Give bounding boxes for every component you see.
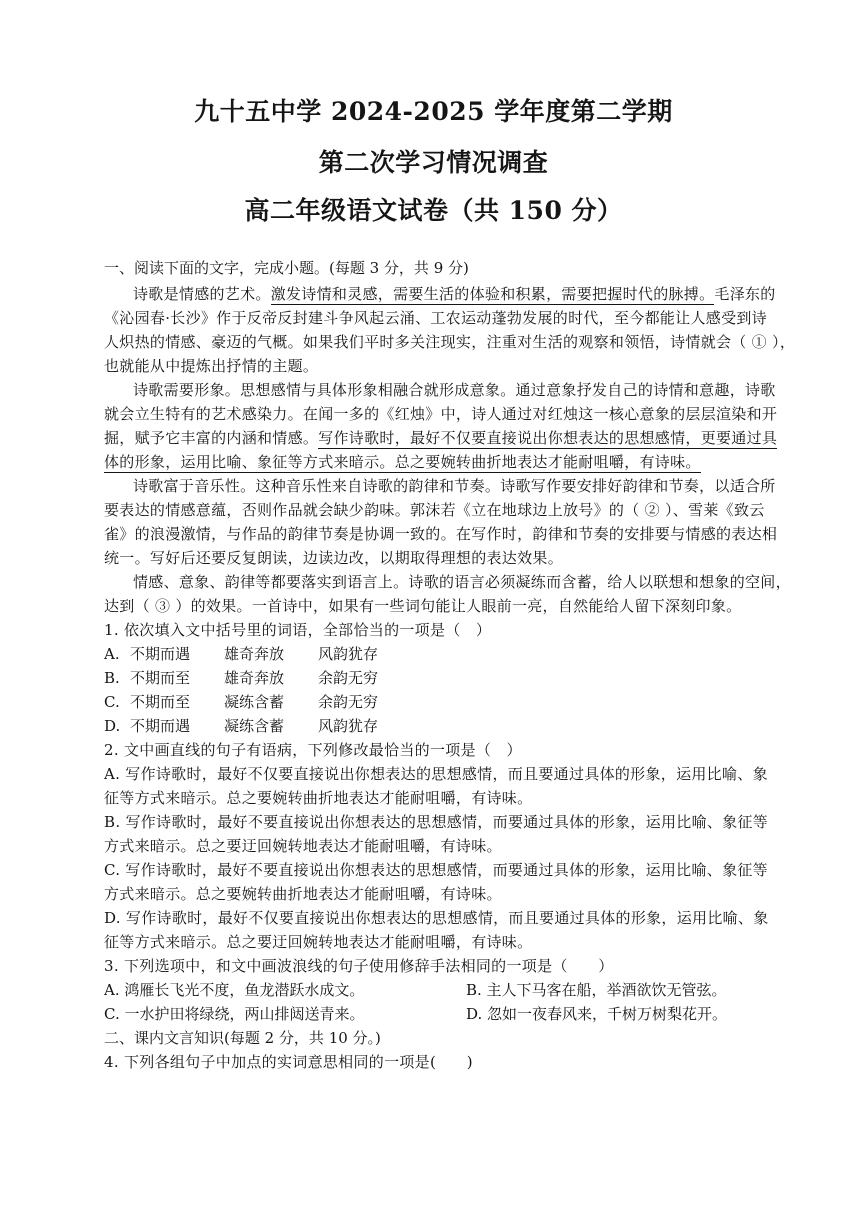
passage-para4-line1: 情感、意象、韵律等都要落实到语言上。诗歌的语言必须凝练而含蓄，给人以联想和想象的空间， <box>133 573 791 591</box>
passage-para3-line2: 要表达的情感意蕴，否则作品就会缺少韵味。郭沫若《立在地球边上放号》的（ ② ）、雪莱《致云 <box>104 501 765 519</box>
passage-para1-line4: 也就能从中提炼出抒情的主题。 <box>104 357 319 375</box>
question-1-option-c <box>104 691 378 712</box>
question-2-option-b-line1: B. 写作诗歌时，最好不要直接说出你想表达的思想感情，而要通过具体的形象，运用比喻、象征等 <box>104 813 769 831</box>
question-2-option-a-line1: A. 写作诗歌时，最好不仅要直接说出你想表达的思想感情，而且要通过具体的形象，运用比喻、象 <box>104 765 768 783</box>
section2-heading: 二、课内文言知识(每题 2 分，共 10 分。) <box>104 1029 381 1047</box>
option-letter: C. <box>104 693 120 711</box>
question-2-option-b-line2: 方式来暗示。总之要迂回婉转地表达才能耐咀嚼，有诗味。 <box>104 837 502 855</box>
passage-para3-line3: 雀》的浪漫激情，与作品的韵律节奏是协调一致的。在写作时，韵律和节奏的安排要与情感的表达相 <box>104 525 778 543</box>
passage-para1-line1 <box>133 283 776 304</box>
option-word: 不期而至 <box>130 669 191 687</box>
question-2-option-d-line1: D. 写作诗歌时，最好不仅要直接说出你想表达的思想感情，而且要通过具体的形象，运用比喻、象 <box>104 909 769 927</box>
passage-para2-line3 <box>104 427 777 448</box>
question-2-option-a-line2: 征等方式来暗示。总之要婉转曲折地表达才能耐咀嚼，有诗味。 <box>104 789 533 807</box>
passage-para4-line2: 达到（ ③ ）的效果。一首诗中，如果有一些词句能让人眼前一亮，自然能给人留下深刻印象。 <box>104 597 742 615</box>
question-3-stem: 3. 下列选项中，和文中画波浪线的句子使用修辞手法相同的一项是（ ） <box>104 957 614 975</box>
option-word: 雄奇奔放 <box>224 669 285 687</box>
option-word: 不期而遇 <box>130 717 191 735</box>
underlined-sentence: 激发诗情和灵感，需要生活的体验和积累，需要把握时代的脉搏。 <box>270 285 715 303</box>
para2-text: 掘，赋予它丰富的内涵和情感。 <box>104 429 319 447</box>
option-word: 凝练含蓄 <box>224 717 285 735</box>
option-word: 雄奇奔放 <box>224 645 285 663</box>
passage-para2-line2: 就会立生特有的艺术感染力。在闻一多的《红烛》中，诗人通过对红烛这一核心意象的层层渲染和开 <box>104 405 778 423</box>
underlined-sentence: 写作诗歌时，最好不仅要直接说出你想表达的思想感情，更要通过具 <box>318 429 778 447</box>
question-1-stem: 1. 依次填入文中括号里的词语，全部恰当的一项是（ ） <box>104 621 492 639</box>
section1-heading: 一、阅读下面的文字，完成小题。(每题 3 分，共 9 分) <box>104 259 469 277</box>
paper-title: 高二年级语文试卷（共 150 分） <box>244 196 623 225</box>
option-word: 风韵犹存 <box>318 645 379 663</box>
option-word: 不期而遇 <box>130 645 191 663</box>
passage-para2-line4 <box>104 451 701 472</box>
passage-para1-line3: 人炽热的情感、豪迈的气概。如果我们平时多关注现实，注重对生活的观察和领悟，诗情就会（ ① ）， <box>104 333 796 351</box>
question-3-option-d: D. 忽如一夜春风来，千树万树梨花开。 <box>466 1005 728 1023</box>
option-letter: B. <box>104 669 120 687</box>
para1-text: 诗歌是情感的艺术。 <box>133 285 271 303</box>
question-1-option-b <box>104 667 378 688</box>
passage-para1-line2: 《沁园春·长沙》作于反帝反封建斗争风起云涌、工农运动蓬勃发展的时代，至今都能让人感受到诗 <box>104 309 767 327</box>
question-3-option-b: B. 主人下马客在船，举酒欲饮无管弦。 <box>466 981 727 999</box>
question-2-option-c-line1: C. 写作诗歌时，最好不要直接说出你想表达的思想感情，而要通过具体的形象，运用比喻、象征等 <box>104 861 768 879</box>
option-word: 不期而至 <box>130 693 191 711</box>
para1-text: 毛泽东的 <box>714 285 776 303</box>
option-letter: A. <box>104 645 120 663</box>
option-word: 余韵无穷 <box>318 669 379 687</box>
option-letter: D. <box>104 717 121 735</box>
passage-para2-line1: 诗歌需要形象。思想感情与具体形象相融合就形成意象。通过意象抒发自己的诗情和意趣，诗歌 <box>133 381 776 399</box>
question-1-option-a <box>104 643 378 664</box>
question-1-option-d <box>104 715 378 736</box>
passage-para3-line1: 诗歌富于音乐性。这种音乐性来自诗歌的韵律和节奏。诗歌写作要安排好韵律和节奏，以适合所 <box>133 477 776 495</box>
option-word: 余韵无穷 <box>318 693 379 711</box>
survey-title: 第二次学习情况调查 <box>318 148 549 177</box>
school-title: 九十五中学 2024-2025 学年度第二学期 <box>194 97 673 126</box>
passage-para3-line4: 统一。写好后还要反复朗读，边读边改，以期取得理想的表达效果。 <box>104 549 564 567</box>
question-2-stem: 2. 文中画直线的句子有语病，下列修改最恰当的一项是（ ） <box>104 741 522 759</box>
question-2-option-c-line2: 方式来暗示。总之要婉转曲折地表达才能耐咀嚼，有诗味。 <box>104 885 502 903</box>
option-word: 凝练含蓄 <box>224 693 285 711</box>
question-3-option-c: C. 一水护田将绿绕，两山排闼送青来。 <box>104 1005 365 1023</box>
question-3-option-a: A. 鸿雁长飞光不度，鱼龙潜跃水成文。 <box>104 981 365 999</box>
underlined-sentence: 体的形象，运用比喻、象征等方式来暗示。总之要婉转曲折地表达才能耐咀嚼，有诗味。 <box>104 453 701 471</box>
option-word: 风韵犹存 <box>318 717 379 735</box>
question-4-stem: 4. 下列各组句子中加点的实词意思相同的一项是( ) <box>104 1053 473 1071</box>
question-2-option-d-line2: 征等方式来暗示。总之要迂回婉转地表达才能耐咀嚼，有诗味。 <box>104 933 533 951</box>
